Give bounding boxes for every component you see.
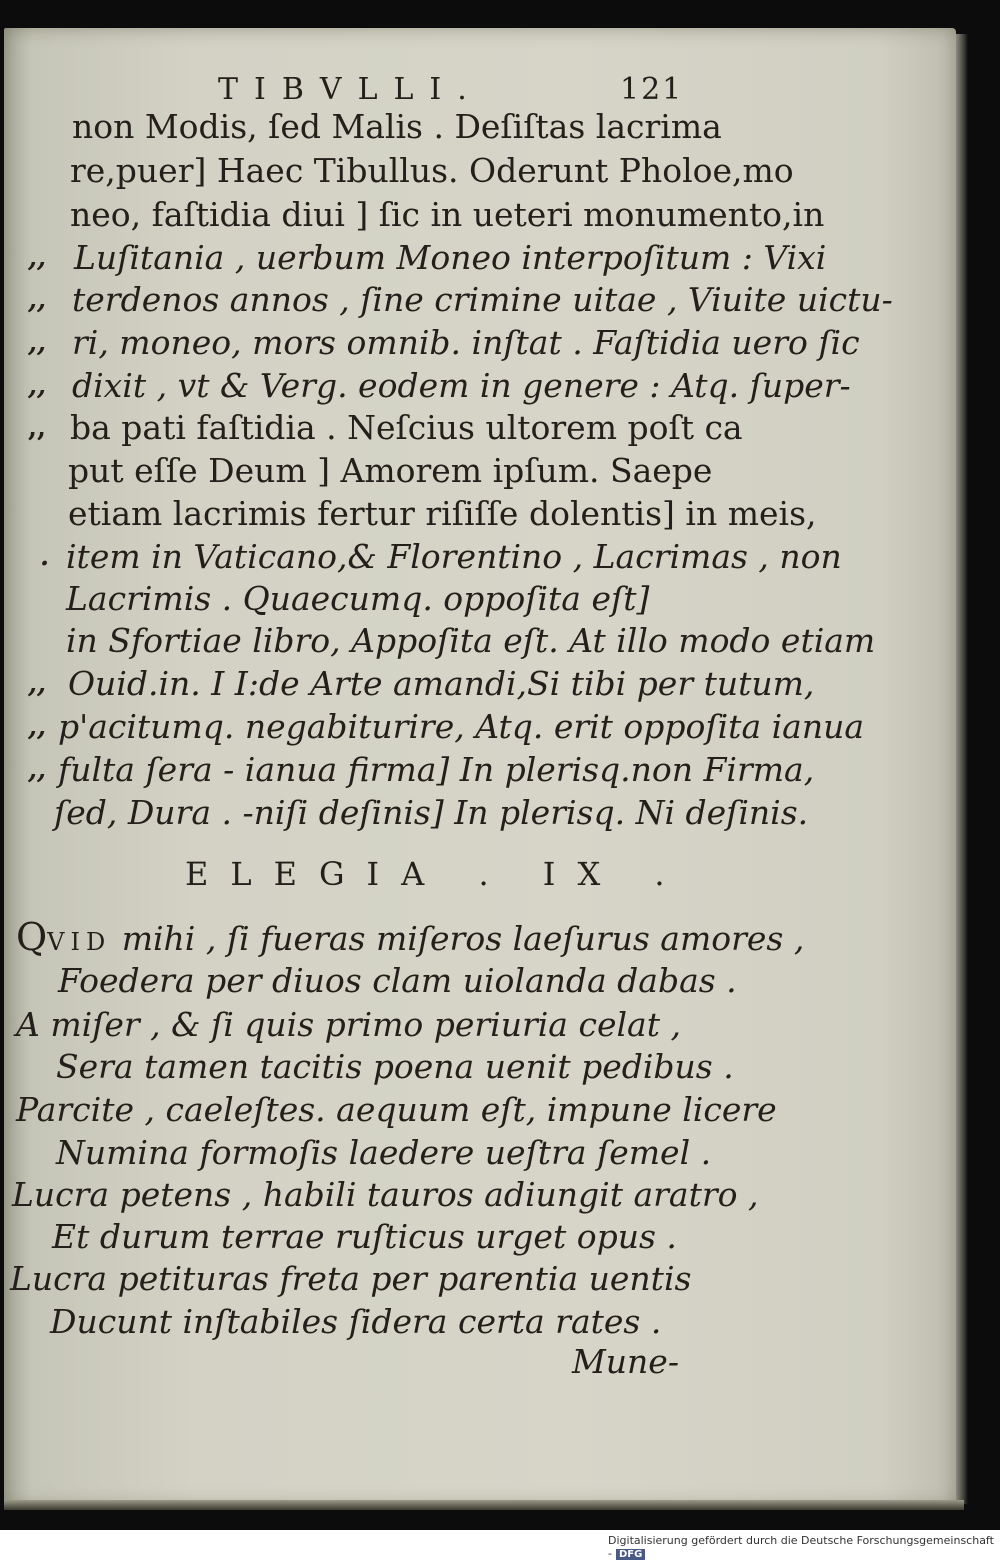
page-bottom-edge <box>4 1500 964 1510</box>
commentary-text: dixit , vt & Verg. eodem in genere : Atq. ſuper- <box>72 366 851 405</box>
catchword: Mune- <box>572 1342 679 1381</box>
initial-letter: Q <box>16 915 48 959</box>
commentary-text: ri, moneo, mors omnib. inſtat . Faſtidia uero ſic <box>72 323 860 362</box>
verse-line: Parcite , caeleſtes. aequum eſt, impune licere <box>16 1090 777 1129</box>
quote-mark: ,, <box>28 371 47 401</box>
footer-credit <box>608 1534 1000 1560</box>
elegy-heading: ELEGIA . IX . <box>185 855 687 893</box>
page-edge <box>956 34 968 1504</box>
commentary-text: p'acitumq. negabiturire, Atq. erit oppoſita ianua <box>58 707 865 746</box>
verse-text: mihi , ſi fueras miſeros laeſurus amores , <box>111 919 805 958</box>
commentary-text: ſed, Dura . -niſi deſinis] In plerisq. Ni deſinis. <box>54 793 809 832</box>
quote-mark: ,, <box>28 755 47 785</box>
commentary-text: ba pati faſtidia . Neſcius ultorem poſt ca <box>70 408 743 447</box>
footer-text: Digitalisierung gefördert durch die Deutsche Forschungsgemeinschaft - <box>608 1534 994 1560</box>
verse-line: Ducunt inſtabiles ſidera certa rates . <box>50 1302 662 1341</box>
quote-mark: ,, <box>28 243 47 273</box>
quote-mark: ,, <box>28 413 47 443</box>
commentary-text: re,puer] Haec Tibullus. Oderunt Pholoe,mo <box>70 151 794 190</box>
commentary-text: etiam lacrimis fertur riſiſſe dolentis] in meis, <box>68 494 817 533</box>
quote-mark: ,, <box>28 285 47 315</box>
verse-line: Lucra petituras freta per parentia uentis <box>10 1259 692 1298</box>
page-number: 121 <box>620 72 684 107</box>
commentary-text: non Modis, ſed Malis . Deſiſtas lacrima <box>72 107 722 146</box>
commentary-text: in Sfortiae libro, Appoſita eſt. At illo modo etiam <box>66 621 876 660</box>
commentary-text: terdenos annos , ſine crimine uitae , Viuite uictu- <box>72 280 893 319</box>
quote-mark: ,, <box>28 328 47 358</box>
commentary-text: Luſitania , uerbum Moneo interpoſitum : Vixi <box>74 238 827 277</box>
commentary-text: Ouid.in. I I:de Arte amandi,Si tibi per tutum, <box>68 664 815 703</box>
commentary-text: neo, faſtidia diui ] ſic in ueteri monumento,in <box>70 195 825 234</box>
commentary-text: fulta ſera - ianua firma] In plerisq.non Firma, <box>58 750 815 789</box>
commentary-text: put eſſe Deum ] Amorem ipſum. Saepe <box>68 451 713 490</box>
verse-line <box>16 915 804 959</box>
commentary-text: item in Vaticano,& Florentino , Lacrimas , non <box>66 537 842 576</box>
verse-line: Sera tamen tacitis poena uenit pedibus . <box>56 1047 734 1086</box>
commentary-text: Lacrimis . Quaecumq. oppoſita eſt] <box>66 579 650 618</box>
quote-mark: ,, <box>28 712 47 742</box>
verse-line: Foedera per diuos clam uiolanda dabas . <box>58 961 737 1000</box>
verse-line: Numina formoſis laedere ueſtra ſemel . <box>56 1133 712 1172</box>
verse-line: A miſer , & ſi quis primo periuria celat , <box>16 1005 681 1044</box>
quote-mark: . <box>40 542 50 572</box>
running-title: TIBVLLI. <box>218 72 483 107</box>
quote-mark: ,, <box>28 669 47 699</box>
dfg-logo: DFG <box>616 1549 645 1560</box>
verse-line: Et durum terrae ruſticus urget opus . <box>52 1217 677 1256</box>
small-caps-word: VID <box>47 928 112 956</box>
verse-line: Lucra petens , habili tauros adiungit aratro , <box>12 1175 759 1214</box>
